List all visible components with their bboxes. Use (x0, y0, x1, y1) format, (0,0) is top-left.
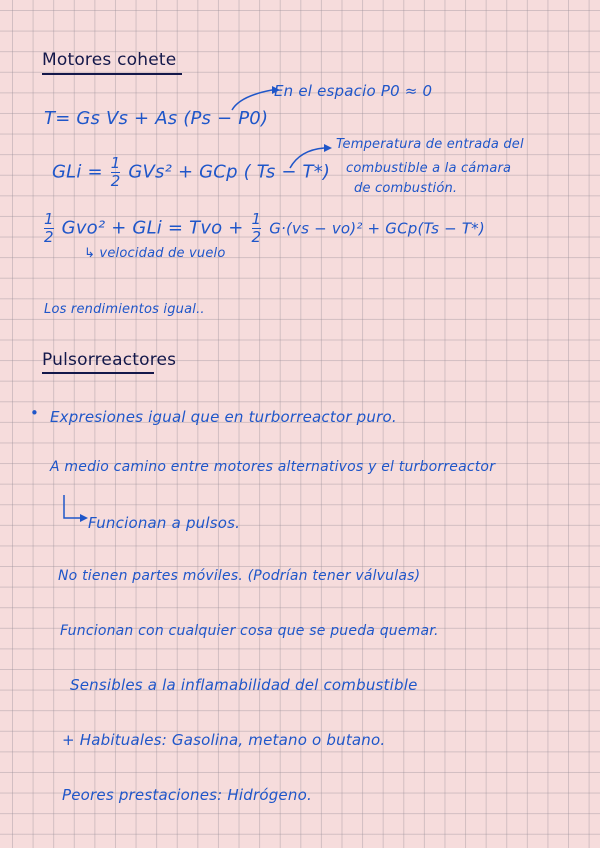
fraction-numerator: 1 (110, 154, 121, 172)
fraction-numerator: 1 (251, 210, 262, 228)
energy-note-line-3: de combustión. (354, 181, 458, 196)
efficiency-remark: Los rendimientos igual.. (44, 302, 205, 317)
note-line-4: No tienen partes móviles. (Podrían tener válvulas) (58, 568, 421, 584)
flight-velocity-note: ↳ velocidad de vuelo (84, 246, 226, 261)
balance-part-2: G·(vs − vo)² + GCp(Ts − T*) (269, 219, 485, 238)
title-underline (42, 372, 154, 374)
note-line-7: + Habituales: Gasolina, metano o butano. (62, 731, 386, 749)
energy-equation (52, 156, 330, 189)
energy-balance-equation (42, 212, 485, 245)
fraction-denominator: 2 (110, 172, 121, 190)
balance-part-1: Gvo² + GLi = Tvo + (61, 217, 244, 239)
section-title-pulsorreactores: Pulsorreactores (42, 350, 177, 370)
bullet-marker: • (30, 404, 40, 422)
fraction-denominator: 2 (44, 228, 54, 246)
fraction-denominator: 2 (251, 228, 262, 246)
thrust-equation: T= Gs Vs + As (Ps − P0) (44, 108, 269, 129)
section-title-motores-cohete: Motores cohete (42, 50, 177, 70)
energy-equation-fraction (111, 156, 121, 189)
note-line-1: Expresiones igual que en turborreactor puro. (50, 408, 397, 426)
note-line-6: Sensibles a la inflamabilidad del combustible (70, 676, 418, 694)
balance-fraction-2 (252, 212, 262, 245)
note-line-8: Peores prestaciones: Hidrógeno. (62, 786, 312, 804)
note-line-5: Funcionan con cualquier cosa que se pueda quemar. (60, 623, 439, 639)
thrust-equation-note: En el espacio P0 ≈ 0 (274, 82, 433, 100)
energy-equation-left: GLi = (52, 161, 103, 183)
note-line-2: A medio camino entre motores alternativos y el turborreactor (50, 459, 496, 475)
energy-note-line-2: combustible a la cámara (346, 161, 512, 176)
energy-equation-right: GVs² + GCp ( Ts − T*) (128, 161, 331, 183)
fraction-numerator: 1 (44, 210, 54, 228)
note-line-3: Funcionan a pulsos. (88, 514, 241, 532)
balance-fraction-1 (44, 212, 54, 245)
energy-note-line-1: Temperatura de entrada del (336, 137, 524, 152)
